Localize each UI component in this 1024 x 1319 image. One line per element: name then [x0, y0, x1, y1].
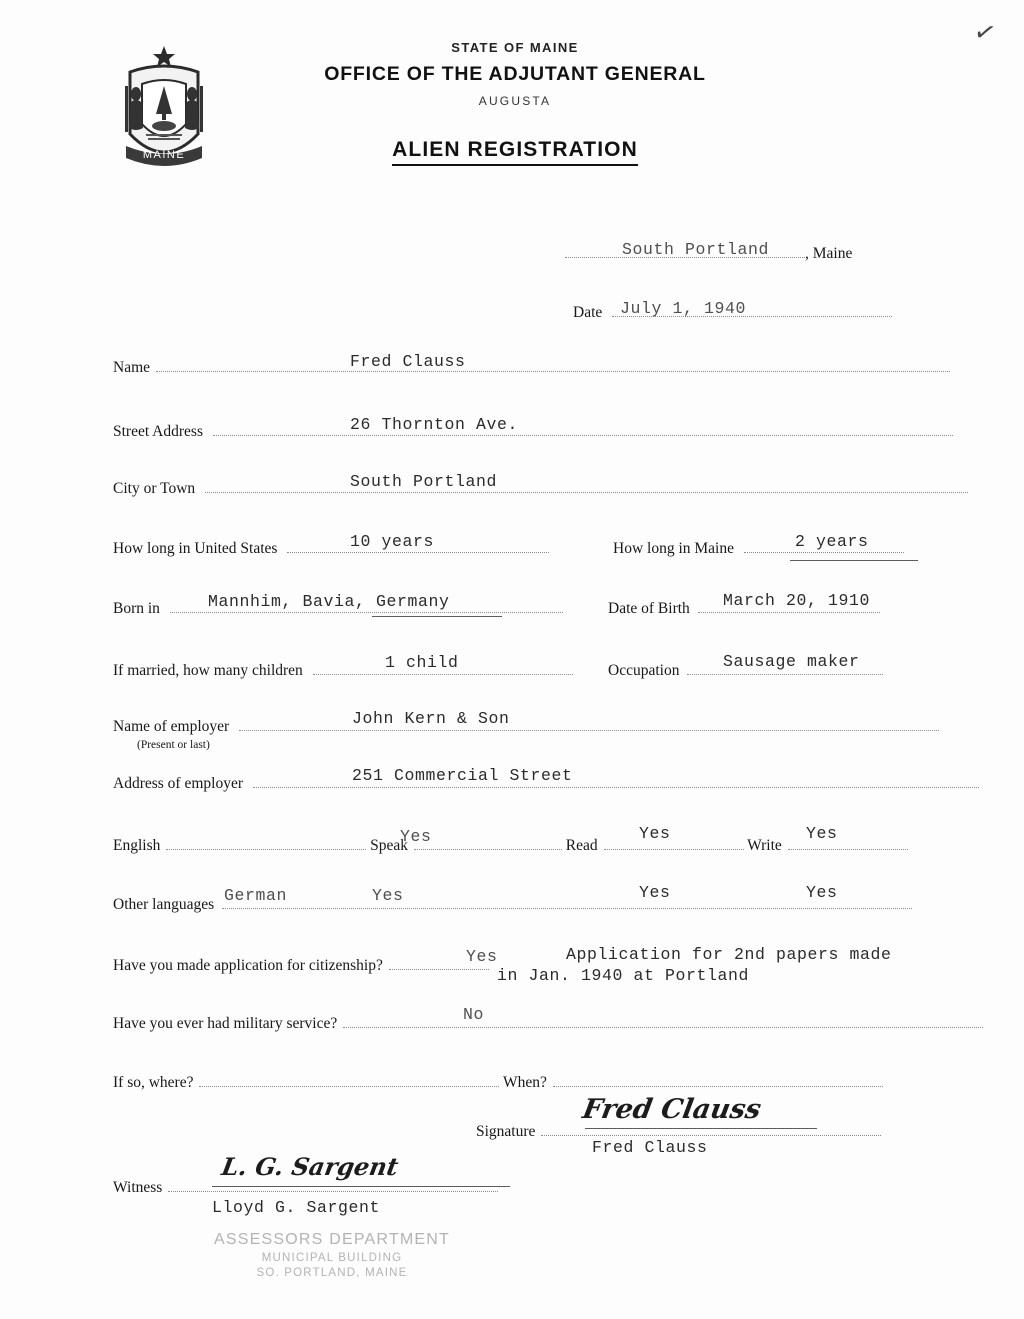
- signature-typed-name: Fred Clauss: [592, 1138, 708, 1157]
- children-value: 1 child: [385, 653, 459, 672]
- citizenship-note-line2: in Jan. 1940 at Portland: [497, 966, 750, 985]
- city-label: City or Town: [113, 480, 196, 497]
- date-label: Date: [573, 304, 603, 321]
- english-leader-1: [166, 835, 366, 850]
- children-label: If married, how many children: [113, 662, 303, 679]
- english-read-value: Yes: [639, 824, 671, 843]
- citizenship-label: Have you made application for citizenship?: [113, 957, 383, 974]
- street-address-row: [113, 421, 953, 441]
- born-in-label: Born in: [113, 600, 160, 617]
- stamp-line-2: MUNICIPAL BUILDING: [261, 1252, 403, 1264]
- military-service-value: No: [463, 1005, 485, 1024]
- english-speak-value: Yes: [400, 827, 432, 846]
- english-label: English: [113, 837, 161, 854]
- how-long-maine-value: 2 years: [795, 532, 869, 551]
- city-leader: [205, 478, 968, 493]
- if-so-where-label: If so, where?: [113, 1074, 194, 1091]
- military-service-row: [113, 1013, 983, 1033]
- how-long-maine-label: How long in Maine: [613, 540, 734, 557]
- employer-address-value: 251 Commercial Street: [352, 766, 573, 785]
- other-languages-speak-value: Yes: [372, 886, 404, 905]
- citizenship-row: [113, 955, 489, 975]
- assessors-department-stamp: [208, 1231, 456, 1279]
- street-address-leader: [213, 421, 953, 436]
- signature-underline: [585, 1128, 817, 1129]
- witness-typed-name: Lloyd G. Sargent: [212, 1198, 381, 1217]
- pen-strike-born: [372, 616, 502, 617]
- page-title: ALIEN REGISTRATION: [392, 138, 638, 166]
- header-state: STATE OF MAINE: [451, 40, 579, 55]
- occupation-value: Sausage maker: [723, 652, 860, 671]
- occupation-label: Occupation: [608, 662, 680, 679]
- state-seal-icon: [112, 42, 216, 180]
- english-row: [113, 835, 908, 855]
- english-leader-3: [604, 835, 744, 850]
- born-in-value: Mannhim, Bavia, Germany: [208, 592, 450, 611]
- english-write-value: Yes: [806, 824, 838, 843]
- english-leader-2: [414, 835, 562, 850]
- dob-value: March 20, 1910: [723, 591, 871, 610]
- employer-name-row: [113, 716, 939, 736]
- other-languages-read-value: Yes: [639, 883, 671, 902]
- name-label: Name: [113, 359, 151, 376]
- header-city: AUGUSTA: [478, 94, 552, 108]
- how-long-us-row: [113, 538, 549, 558]
- when-label: When?: [502, 1074, 547, 1091]
- read-label: Read: [565, 837, 598, 854]
- how-long-us-label: How long in United States: [113, 540, 278, 557]
- witness-script: L. G. Sargent: [219, 1152, 401, 1181]
- military-service-leader: [343, 1013, 983, 1028]
- employer-name-label: Name of employer: [113, 718, 230, 735]
- speak-label: Speak: [370, 837, 409, 854]
- children-row: [113, 660, 573, 680]
- header-office: OFFICE OF THE ADJUTANT GENERAL: [324, 63, 706, 85]
- place-value: South Portland: [622, 240, 770, 259]
- dob-label: Date of Birth: [608, 600, 690, 617]
- signature-script: Fred Clauss: [580, 1094, 764, 1125]
- city-row: [113, 478, 968, 498]
- date-value: July 1, 1940: [620, 299, 747, 318]
- if-so-where-leader: [199, 1072, 499, 1087]
- document-header: [300, 40, 730, 166]
- pen-strike-maine: [790, 560, 918, 561]
- write-label: Write: [747, 837, 782, 854]
- how-long-us-value: 10 years: [350, 532, 435, 551]
- city-value: South Portland: [350, 472, 498, 491]
- name-row: [113, 357, 950, 377]
- other-languages-language: German: [224, 886, 288, 905]
- svg-text:MAINE: MAINE: [142, 149, 186, 161]
- if-so-where-row: [113, 1072, 883, 1092]
- street-address-value: 26 Thornton Ave.: [350, 415, 519, 434]
- other-languages-write-value: Yes: [806, 883, 838, 902]
- witness-label: Witness: [113, 1179, 163, 1196]
- witness-underline: [212, 1186, 510, 1187]
- place-state-suffix: , Maine: [805, 245, 853, 262]
- signature-label: Signature: [476, 1123, 536, 1140]
- stamp-line-1: ASSESSORS DEPARTMENT: [214, 1231, 450, 1248]
- street-address-label: Street Address: [113, 423, 203, 440]
- corner-check-mark: ✓: [971, 15, 1000, 50]
- employer-sub-label: (Present or last): [137, 739, 210, 751]
- name-value: Fred Clauss: [350, 352, 466, 371]
- military-service-label: Have you ever had military service?: [113, 1015, 338, 1032]
- name-leader: [156, 357, 950, 372]
- other-languages-label: Other languages: [113, 896, 215, 913]
- citizenship-note-line1: Application for 2nd papers made: [566, 945, 892, 964]
- stamp-line-3: SO. PORTLAND, MAINE: [256, 1267, 408, 1279]
- employer-address-label: Address of employer: [113, 775, 243, 792]
- when-leader: [553, 1072, 883, 1087]
- employer-sub-label-row: [137, 735, 210, 753]
- employer-name-leader: [239, 716, 939, 731]
- citizenship-value: Yes: [466, 947, 498, 966]
- employer-name-value: John Kern & Son: [352, 709, 510, 728]
